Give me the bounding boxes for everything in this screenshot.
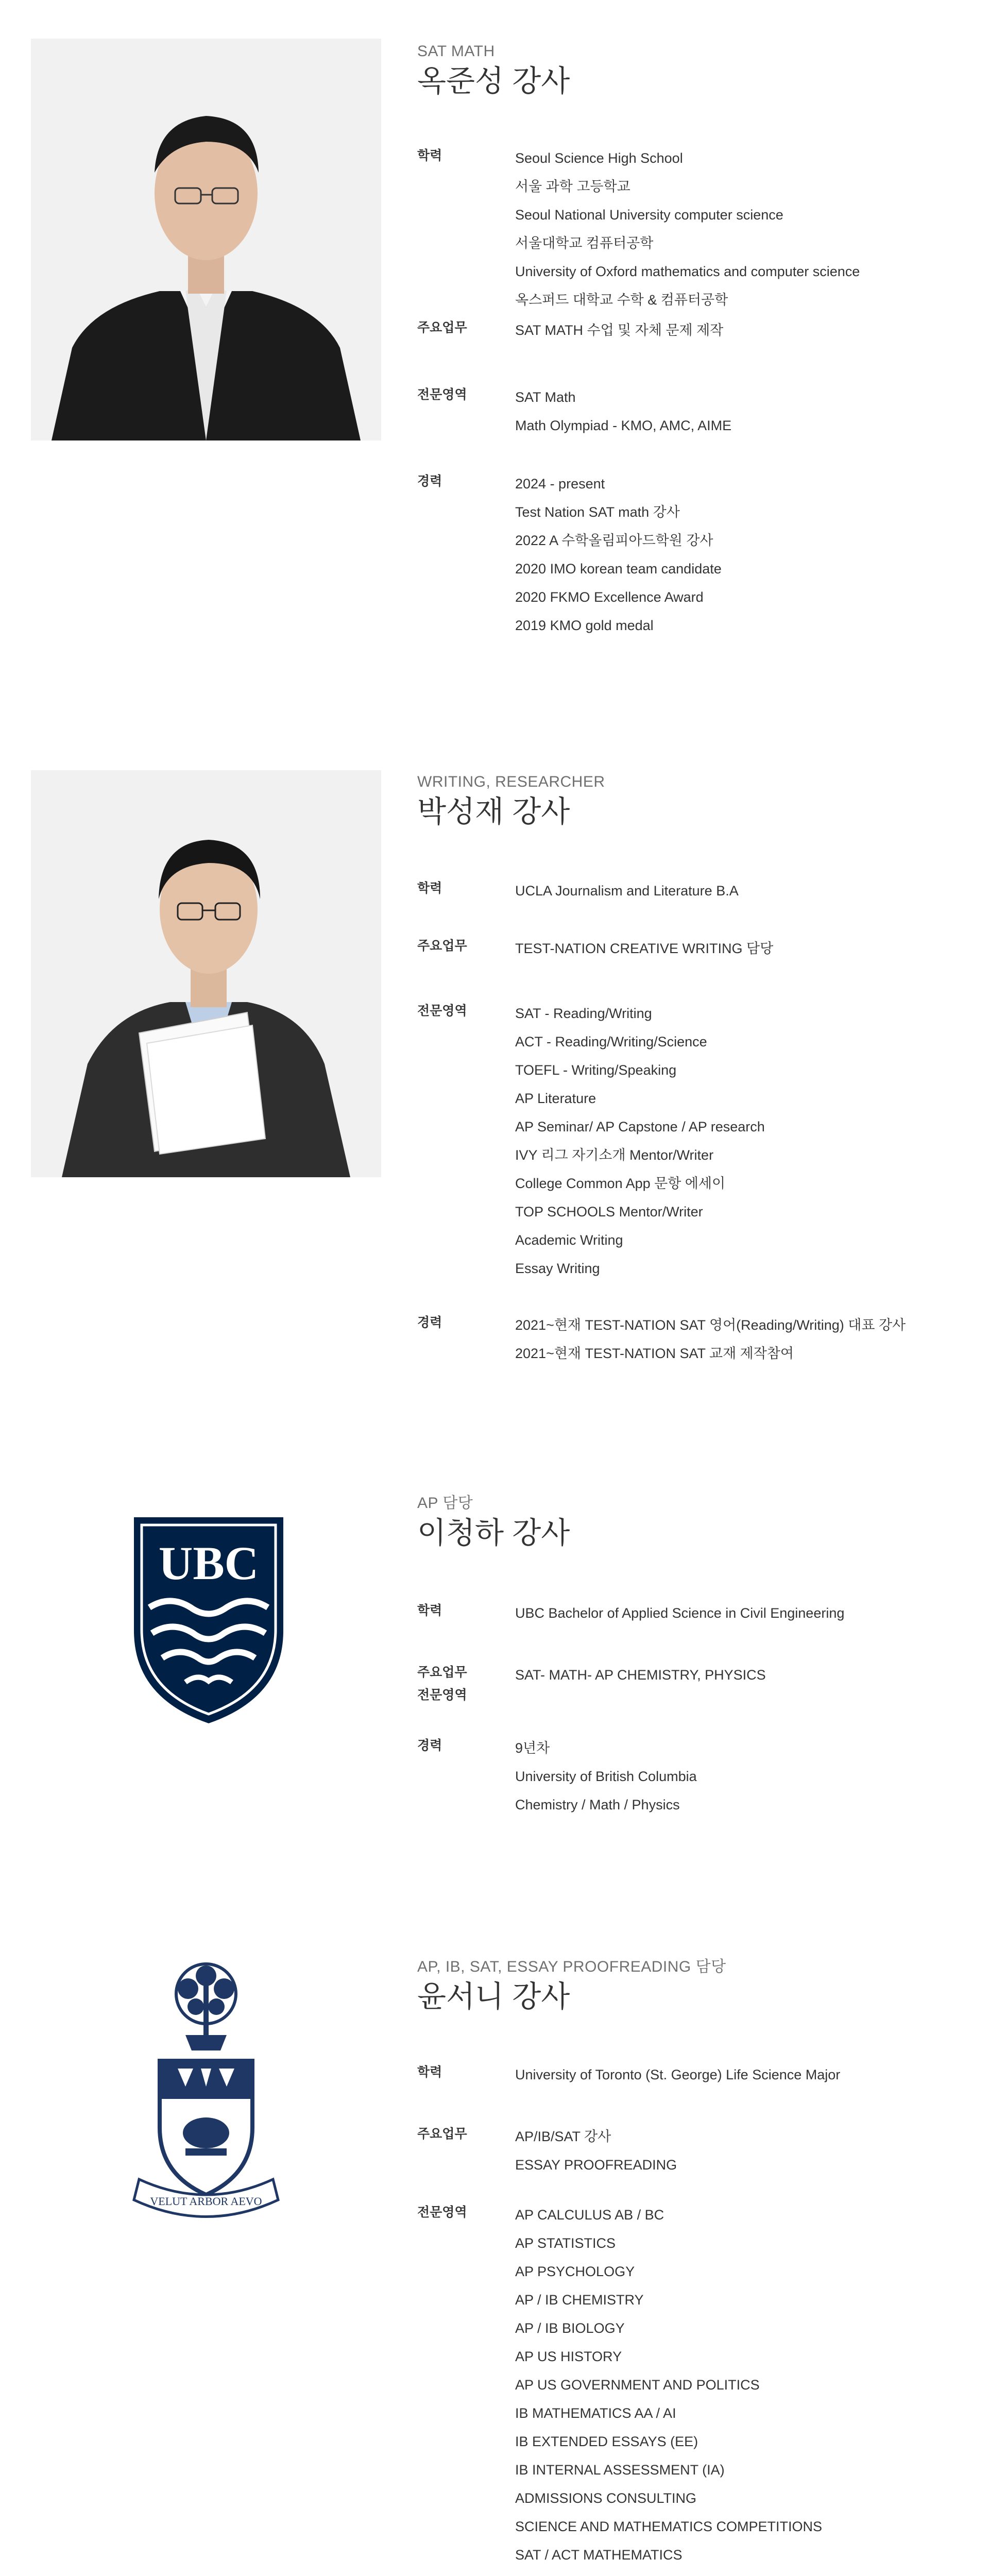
row-value: 서울대학교 컴퓨터공학 bbox=[515, 235, 654, 251]
row-label: 경력 bbox=[417, 1738, 442, 1753]
teacher-info bbox=[417, 1494, 963, 1551]
row-values bbox=[515, 1599, 844, 1628]
row-value: Test Nation SAT math 강사 bbox=[515, 504, 680, 520]
teacher-name: 옥준성 강사 bbox=[417, 64, 570, 98]
university-of-toronto-crest bbox=[129, 1958, 283, 2246]
row-label: 학력 bbox=[417, 148, 442, 163]
row-value: AP US HISTORY bbox=[515, 2349, 622, 2364]
row-value: AP PSYCHOLOGY bbox=[515, 2264, 635, 2279]
row-value: College Common App 문항 에세이 bbox=[515, 1176, 726, 1191]
ubc-crest-text: UBC bbox=[158, 1537, 259, 1589]
row-label: 주요업무 bbox=[417, 320, 467, 335]
row-value: 2024 - present bbox=[515, 476, 605, 492]
row-value: AP US GOVERNMENT AND POLITICS bbox=[515, 2377, 760, 2393]
row-label: 경력 bbox=[417, 474, 442, 488]
teacher-photo bbox=[31, 39, 381, 440]
row-value: University of Oxford mathematics and computer science bbox=[515, 264, 860, 279]
row-value: SAT / ACT MATHEMATICS bbox=[515, 2547, 683, 2563]
row-value: SAT MATH 수업 및 자체 문제 제작 bbox=[515, 323, 724, 338]
teacher-info bbox=[417, 1958, 963, 2014]
row-value: ACT - Reading/Writing/Science bbox=[515, 1034, 707, 1049]
row-value: University of Toronto (St. George) Life Science Major bbox=[515, 2067, 841, 2082]
row-label: 전문영역 bbox=[417, 2205, 467, 2219]
row-label: 주요업무 전문영역 bbox=[417, 1665, 467, 1702]
row-label: 전문영역 bbox=[417, 387, 467, 402]
row-label: 경력 bbox=[417, 1315, 442, 1330]
row-label: 주요업무 bbox=[417, 939, 467, 953]
row-value: 서울 과학 고등학교 bbox=[515, 179, 630, 194]
teacher-subject: AP 담당 bbox=[417, 1495, 473, 1512]
row-values bbox=[515, 470, 722, 640]
row-value: AP / IB BIOLOGY bbox=[515, 2320, 625, 2336]
row-value: SAT - Reading/Writing bbox=[515, 1006, 652, 1021]
row-values bbox=[515, 2123, 677, 2179]
row-value: ESSAY PROOFREADING bbox=[515, 2157, 677, 2173]
row-label: 학력 bbox=[417, 1603, 442, 1618]
row-value: SAT- MATH- AP CHEMISTRY, PHYSICS bbox=[515, 1667, 766, 1683]
row-value: TOEFL - Writing/Speaking bbox=[515, 1062, 677, 1078]
row-value: AP Literature bbox=[515, 1091, 596, 1106]
row-label: 학력 bbox=[417, 881, 442, 895]
row-value: AP STATISTICS bbox=[515, 2235, 616, 2251]
row-value: Seoul National University computer science bbox=[515, 207, 783, 223]
row-value: IB MATHEMATICS AA / AI bbox=[515, 2405, 676, 2421]
row-value: 2020 IMO korean team candidate bbox=[515, 561, 722, 577]
row-value: Chemistry / Math / Physics bbox=[515, 1797, 680, 1812]
row-value: IB EXTENDED ESSAYS (EE) bbox=[515, 2434, 698, 2449]
row-value: 9년차 bbox=[515, 1740, 550, 1756]
teacher-subject: WRITING, RESEARCHER bbox=[417, 773, 605, 790]
teacher-name: 이청하 강사 bbox=[417, 1516, 570, 1550]
row-values bbox=[515, 2201, 822, 2569]
row-values bbox=[515, 383, 731, 440]
row-value: SAT Math bbox=[515, 389, 576, 405]
row-values bbox=[515, 2061, 840, 2089]
row-label: 학력 bbox=[417, 2065, 442, 2079]
row-values bbox=[515, 877, 739, 905]
teacher-info bbox=[417, 773, 963, 829]
row-value: 2022 A 수학올림피아드학원 강사 bbox=[515, 533, 713, 548]
row-value: Seoul Science High School bbox=[515, 150, 683, 166]
row-value: 2021~현재 TEST-NATION SAT 교재 제작참여 bbox=[515, 1346, 794, 1361]
row-values bbox=[515, 1311, 906, 1368]
row-value: AP CALCULUS AB / BC bbox=[515, 2207, 664, 2223]
row-value: AP Seminar/ AP Capstone / AP research bbox=[515, 1119, 765, 1134]
row-value: AP/IB/SAT 강사 bbox=[515, 2129, 611, 2144]
row-values bbox=[515, 935, 773, 963]
row-values bbox=[515, 1661, 766, 1689]
row-value: SCIENCE AND MATHEMATICS COMPETITIONS bbox=[515, 2519, 823, 2534]
row-value: AP / IB CHEMISTRY bbox=[515, 2292, 644, 2308]
row-value: 2021~현재 TEST-NATION SAT 영어(Reading/Writing) 대표 강사 bbox=[515, 1317, 906, 1333]
crest-motto: VELUT ARBOR AEVO bbox=[150, 2195, 262, 2208]
row-values bbox=[515, 316, 723, 345]
row-value: Essay Writing bbox=[515, 1261, 600, 1276]
row-label: 전문영역 bbox=[417, 1004, 467, 1018]
row-value: 2019 KMO gold medal bbox=[515, 618, 654, 633]
row-value: IVY 리그 자기소개 Mentor/Writer bbox=[515, 1147, 714, 1163]
row-value: TOP SCHOOLS Mentor/Writer bbox=[515, 1204, 703, 1219]
teacher-subject: AP, IB, SAT, ESSAY PROOFREADING 담당 bbox=[417, 1958, 726, 1975]
row-values bbox=[515, 1734, 697, 1819]
row-value: University of British Columbia bbox=[515, 1769, 697, 1784]
row-value: UCLA Journalism and Literature B.A bbox=[515, 883, 739, 899]
teacher-subject: SAT MATH bbox=[417, 43, 495, 60]
row-value: 2020 FKMO Excellence Award bbox=[515, 589, 704, 605]
teacher-name: 윤서니 강사 bbox=[417, 1980, 570, 2013]
row-value: Math Olympiad - KMO, AMC, AIME bbox=[515, 418, 732, 433]
row-value: 옥스퍼드 대학교 수학 & 컴퓨터공학 bbox=[515, 292, 728, 308]
row-value: ADMISSIONS CONSULTING bbox=[515, 2490, 697, 2506]
row-value: IB INTERNAL ASSESSMENT (IA) bbox=[515, 2462, 725, 2478]
ubc-crest bbox=[124, 1512, 294, 1728]
teacher-name: 박성재 강사 bbox=[417, 795, 570, 828]
row-values bbox=[515, 144, 860, 314]
teacher-info bbox=[417, 42, 963, 99]
row-value: UBC Bachelor of Applied Science in Civil Engineering bbox=[515, 1605, 845, 1621]
row-label: 주요업무 bbox=[417, 2127, 467, 2141]
row-value: TEST-NATION CREATIVE WRITING 담당 bbox=[515, 941, 774, 956]
teacher-photo bbox=[31, 770, 381, 1177]
row-value: Academic Writing bbox=[515, 1232, 623, 1248]
row-values bbox=[515, 999, 765, 1283]
